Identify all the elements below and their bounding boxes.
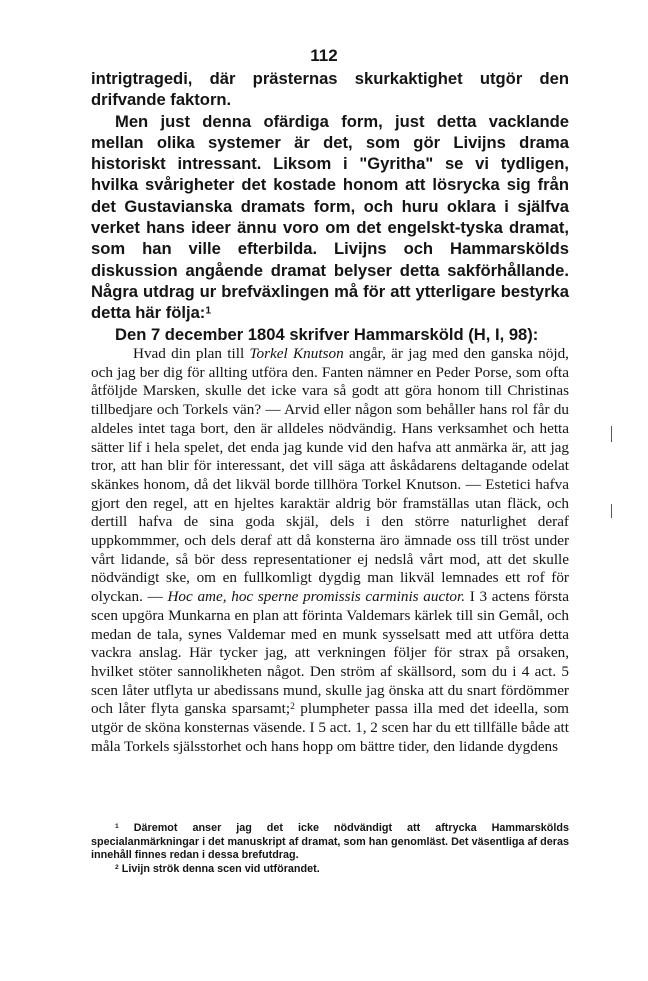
quote-text-4: plumpheter passa illa med det ideella, som utgör de sköna konsternas väsende. I 5 act. 1, 2 scen har du ett tillfälle både att måla Torkels själsstorhet och hans hopp om bättre tider, den lidande dygdens [91, 700, 569, 755]
footnote-2-text: Livijn strök denna scen vid utförandet. [121, 862, 320, 875]
paragraph-3: Den 7 december 1804 skrifver Hammarsköld (H, I, 98): [115, 324, 539, 344]
footnote-1-text: Däremot anser jag det icke nödvändigt att aftrycka Hammarskölds specialanmärkningar i det manuskript af dramat, som han genomläst. Det väsentliga af deras innehåll finnes redan i dessa brefutdrag. [91, 822, 570, 862]
footnote-1 [91, 822, 569, 863]
quote-text-2: angår, är jag med den ganska nöjd, och jag ber dig för allting utföra den. Fanten nämner en Peder Porse, som ofta åtföljde Marsken, skulle det icke vara så godt att göra honom till Christinas tillbedjare och Torkels vän? — Arvid eller någon som behåller hans rol får du aldeles intet taga bort, den är alldeles nödvändig. Hans verksamhet och hetta sätter lif i hela spelet, det enda jag kunde vid den hafva att anmärka är, att jag tror, att han blir för interessant, det vill säga att åskådarens deltagande odelat skänkes honom, då det likväl borde tillhöra Torkel Knutson. — Estetici hafva gjort den regel, att en hjeltes karaktär aldrig bör framställas utan fläck, och dertill hafva de sina goda skjäl, dels i den större naturlighet deraf uppkommmer, och dels deraf att då konsterna äro ämnade oss till tröst under vårt lidande, så bör dess representationer ej nedslå vårt mod, att det skulle nödvändigt ske, om en fullkomligt dygdig man likväl lemnades ett rof för olyckan. — [91, 345, 569, 606]
quote-text-1: Hvad din plan till [133, 345, 250, 362]
footnote-ref-2: 2 [290, 702, 295, 713]
paragraph-1: intrigtragedi, där prästernas skurkaktighet utgör den drifvande faktorn. [91, 69, 569, 110]
quote-title-italic: Torkel Knutson [249, 345, 344, 362]
footnote-2 [91, 863, 569, 877]
footnote-2-mark: 2 [115, 863, 119, 871]
paragraph-2-text: Men just denna ofärdiga form, just detta vacklande mellan olika systemer är det, som gör Livijns drama historiskt intressant. Liksom i "Gyritha" se vi tydligen, hvilka svårigheter det kostade honom att lösrycka sig från det Gustavianska dramats form, och huru oklara i själfva verket hans ideer ännu voro om det engelskt-tyska dramat, som han ville efterbilda. Livijns och Hammarskölds diskussion angående dramat belyser detta sakförhållande. Några utdrag ur brefväxlingen må för att ytterligare bestyrka detta här följa: [91, 111, 569, 323]
margin-mark-upper [611, 426, 612, 442]
quote-text-3: I 3 actens första scen upgöra Munkarna en plan att förinta Valdemars kärlek till sin Gemål, och medan de tala, synes Valdemar med en munk sysselsatt med att utföra detta vackra anslag. Här tycker jag, att verkningen följer för strax på orsaken, hvilket stöter sannolikheten något. Den ström af skällsord, som du i 4 act. 5 scen låter utflyta ur abedissans mund, skulle jag önska att du snart fördömmer och låter flyta ganska sparsamt; [91, 588, 569, 718]
footnote-ref-1: 1 [205, 305, 212, 317]
letter-quote [91, 345, 569, 756]
page-number: 112 [310, 46, 338, 65]
margin-mark-lower [611, 504, 612, 518]
footnote-1-mark: 1 [115, 823, 119, 830]
paragraph-2 [91, 111, 569, 324]
footnotes [91, 822, 569, 876]
quote-latin-italic: Hoc ame, hoc sperne promissis carminis auctor. [167, 588, 466, 606]
main-text [91, 68, 569, 345]
quote-paragraph [91, 345, 569, 756]
